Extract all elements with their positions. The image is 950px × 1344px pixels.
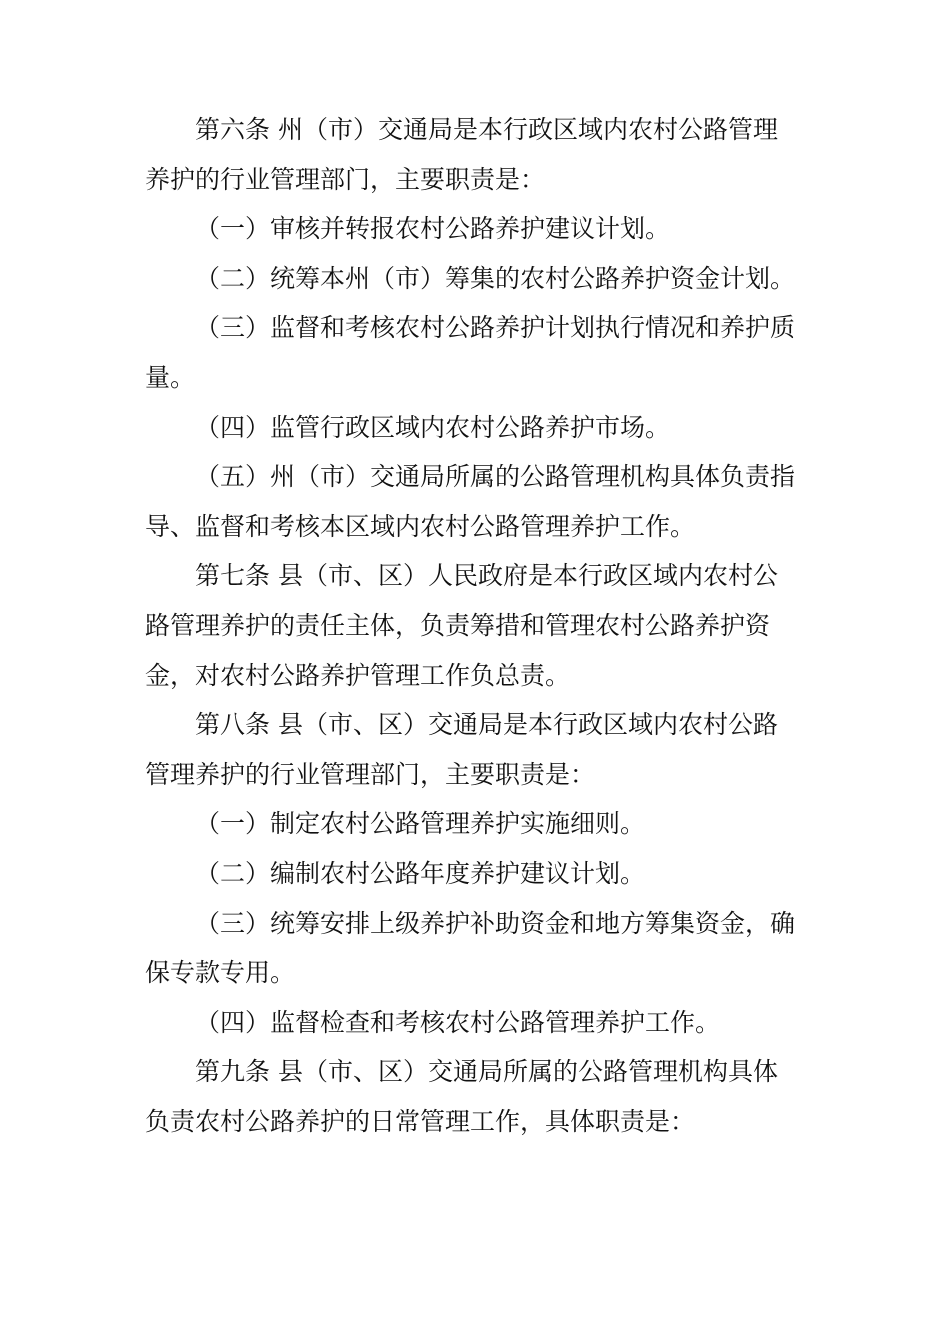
document-line: 路管理养护的责任主体，负责筹措和管理农村公路养护资	[145, 610, 771, 640]
document-line: （二）编制农村公路年度养护建议计划。	[195, 858, 646, 888]
document-line: 金，对农村公路养护管理工作负总责。	[145, 660, 571, 690]
document-line: 保专款专用。	[145, 958, 296, 988]
document-line: 负责农村公路养护的日常管理工作，具体职责是：	[145, 1106, 696, 1136]
document-line: 第六条 州（市）交通局是本行政区域内农村公路管理	[195, 115, 778, 144]
document-line: 第七条 县（市、区）人民政府是本行政区域内农村公	[195, 561, 778, 591]
document-line: （四）监督检查和考核农村公路管理养护工作。	[195, 1007, 721, 1037]
document-line: （四）监管行政区域内农村公路养护市场。	[195, 412, 671, 442]
document-line: （二）统筹本州（市）筹集的农村公路养护资金计划。	[195, 263, 796, 293]
document-line: 量。	[145, 362, 196, 392]
document-line: 管理养护的行业管理部门，主要职责是：	[145, 759, 596, 789]
document-line: （五）州（市）交通局所属的公路管理机构具体负责指	[195, 462, 796, 492]
document-line: 导、监督和考核本区域内农村公路管理养护工作。	[145, 511, 696, 541]
document-line: （一）制定农村公路管理养护实施细则。	[195, 809, 646, 839]
document-line: 第九条 县（市、区）交通局所属的公路管理机构具体	[195, 1057, 778, 1087]
document-body	[145, 105, 810, 1146]
document-line: （三）统筹安排上级养护补助资金和地方筹集资金，确	[195, 908, 796, 938]
document-line: 养护的行业管理部门，主要职责是：	[145, 164, 546, 194]
document-line: （一）审核并转报农村公路养护建议计划。	[195, 214, 671, 244]
document-line: （三）监督和考核农村公路养护计划执行情况和养护质	[195, 313, 796, 343]
document-line: 第八条 县（市、区）交通局是本行政区域内农村公路	[195, 710, 778, 740]
